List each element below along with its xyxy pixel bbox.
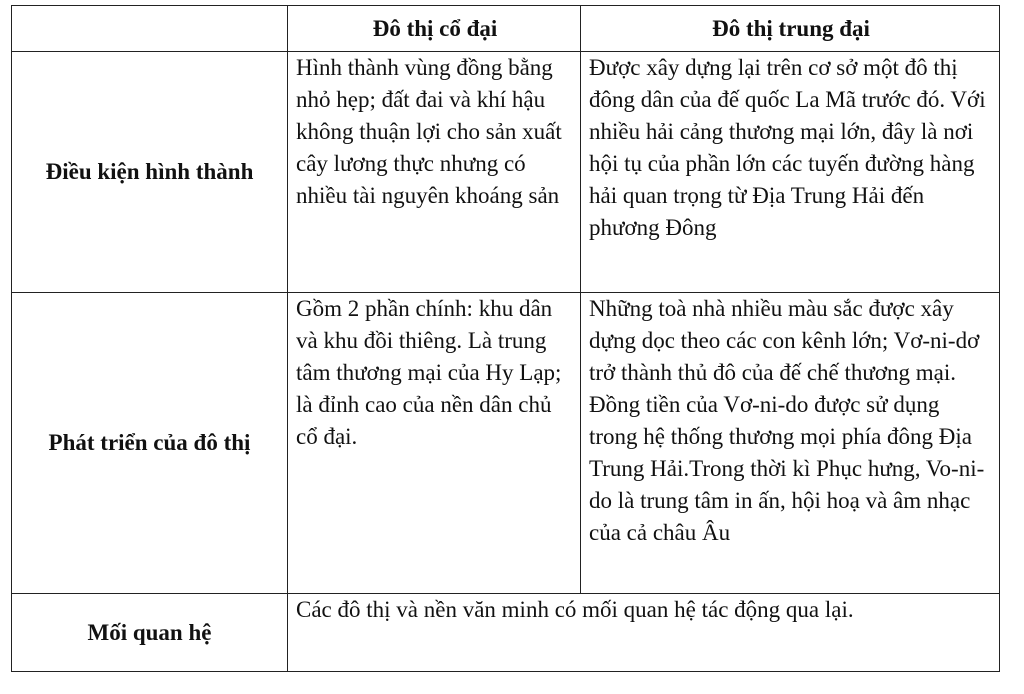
row-label-city-development: Phát triển của đô thị <box>12 293 288 594</box>
header-ancient-city: Đô thị cổ đại <box>288 6 581 52</box>
header-medieval-city: Đô thị trung đại <box>581 6 1000 52</box>
header-blank <box>12 6 288 52</box>
table-row <box>12 594 1000 672</box>
row-label-formation-conditions: Điều kiện hình thành <box>12 52 288 293</box>
cell-medieval-formation: Được xây dựng lại trên cơ sở một đô thị đông dân của đế quốc La Mã trước đó. Với nhiều hải cảng thương mại lớn, đây là nơi hội tụ của phần lớn các tuyến đường hàng hải quan trọng từ Địa Trung Hải đến phương Đông <box>581 52 1000 293</box>
cell-relationship-merged: Các đô thị và nền văn minh có mối quan hệ tác động qua lại. <box>288 594 1000 672</box>
comparison-table <box>11 5 1000 672</box>
row-label-relationship: Mối quan hệ <box>12 594 288 672</box>
cell-ancient-formation: Hình thành vùng đồng bằng nhỏ hẹp; đất đai và khí hậu không thuận lợi cho sản xuất cây lương thực nhưng có nhiều tài nguyên khoáng sản <box>288 52 581 293</box>
cell-ancient-development: Gồm 2 phần chính: khu dân và khu đồi thiêng. Là trung tâm thương mại của Hy Lạp; là đỉnh cao của nền dân chủ cổ đại. <box>288 293 581 594</box>
table-row <box>12 293 1000 594</box>
cell-medieval-development: Những toà nhà nhiều màu sắc được xây dựng dọc theo các con kênh lớn; Vơ-ni-dơ trở thành thủ đô của đế chế thương mại. Đồng tiền của Vơ-ni-do được sử dụng trong hệ thống thương mọi phía đông Địa Trung Hải.Trong thời kì Phục hưng, Vo-ni-do là trung tâm in ấn, hội hoạ và âm nhạc của cả châu Âu <box>581 293 1000 594</box>
header-row <box>12 6 1000 52</box>
table-row <box>12 52 1000 293</box>
